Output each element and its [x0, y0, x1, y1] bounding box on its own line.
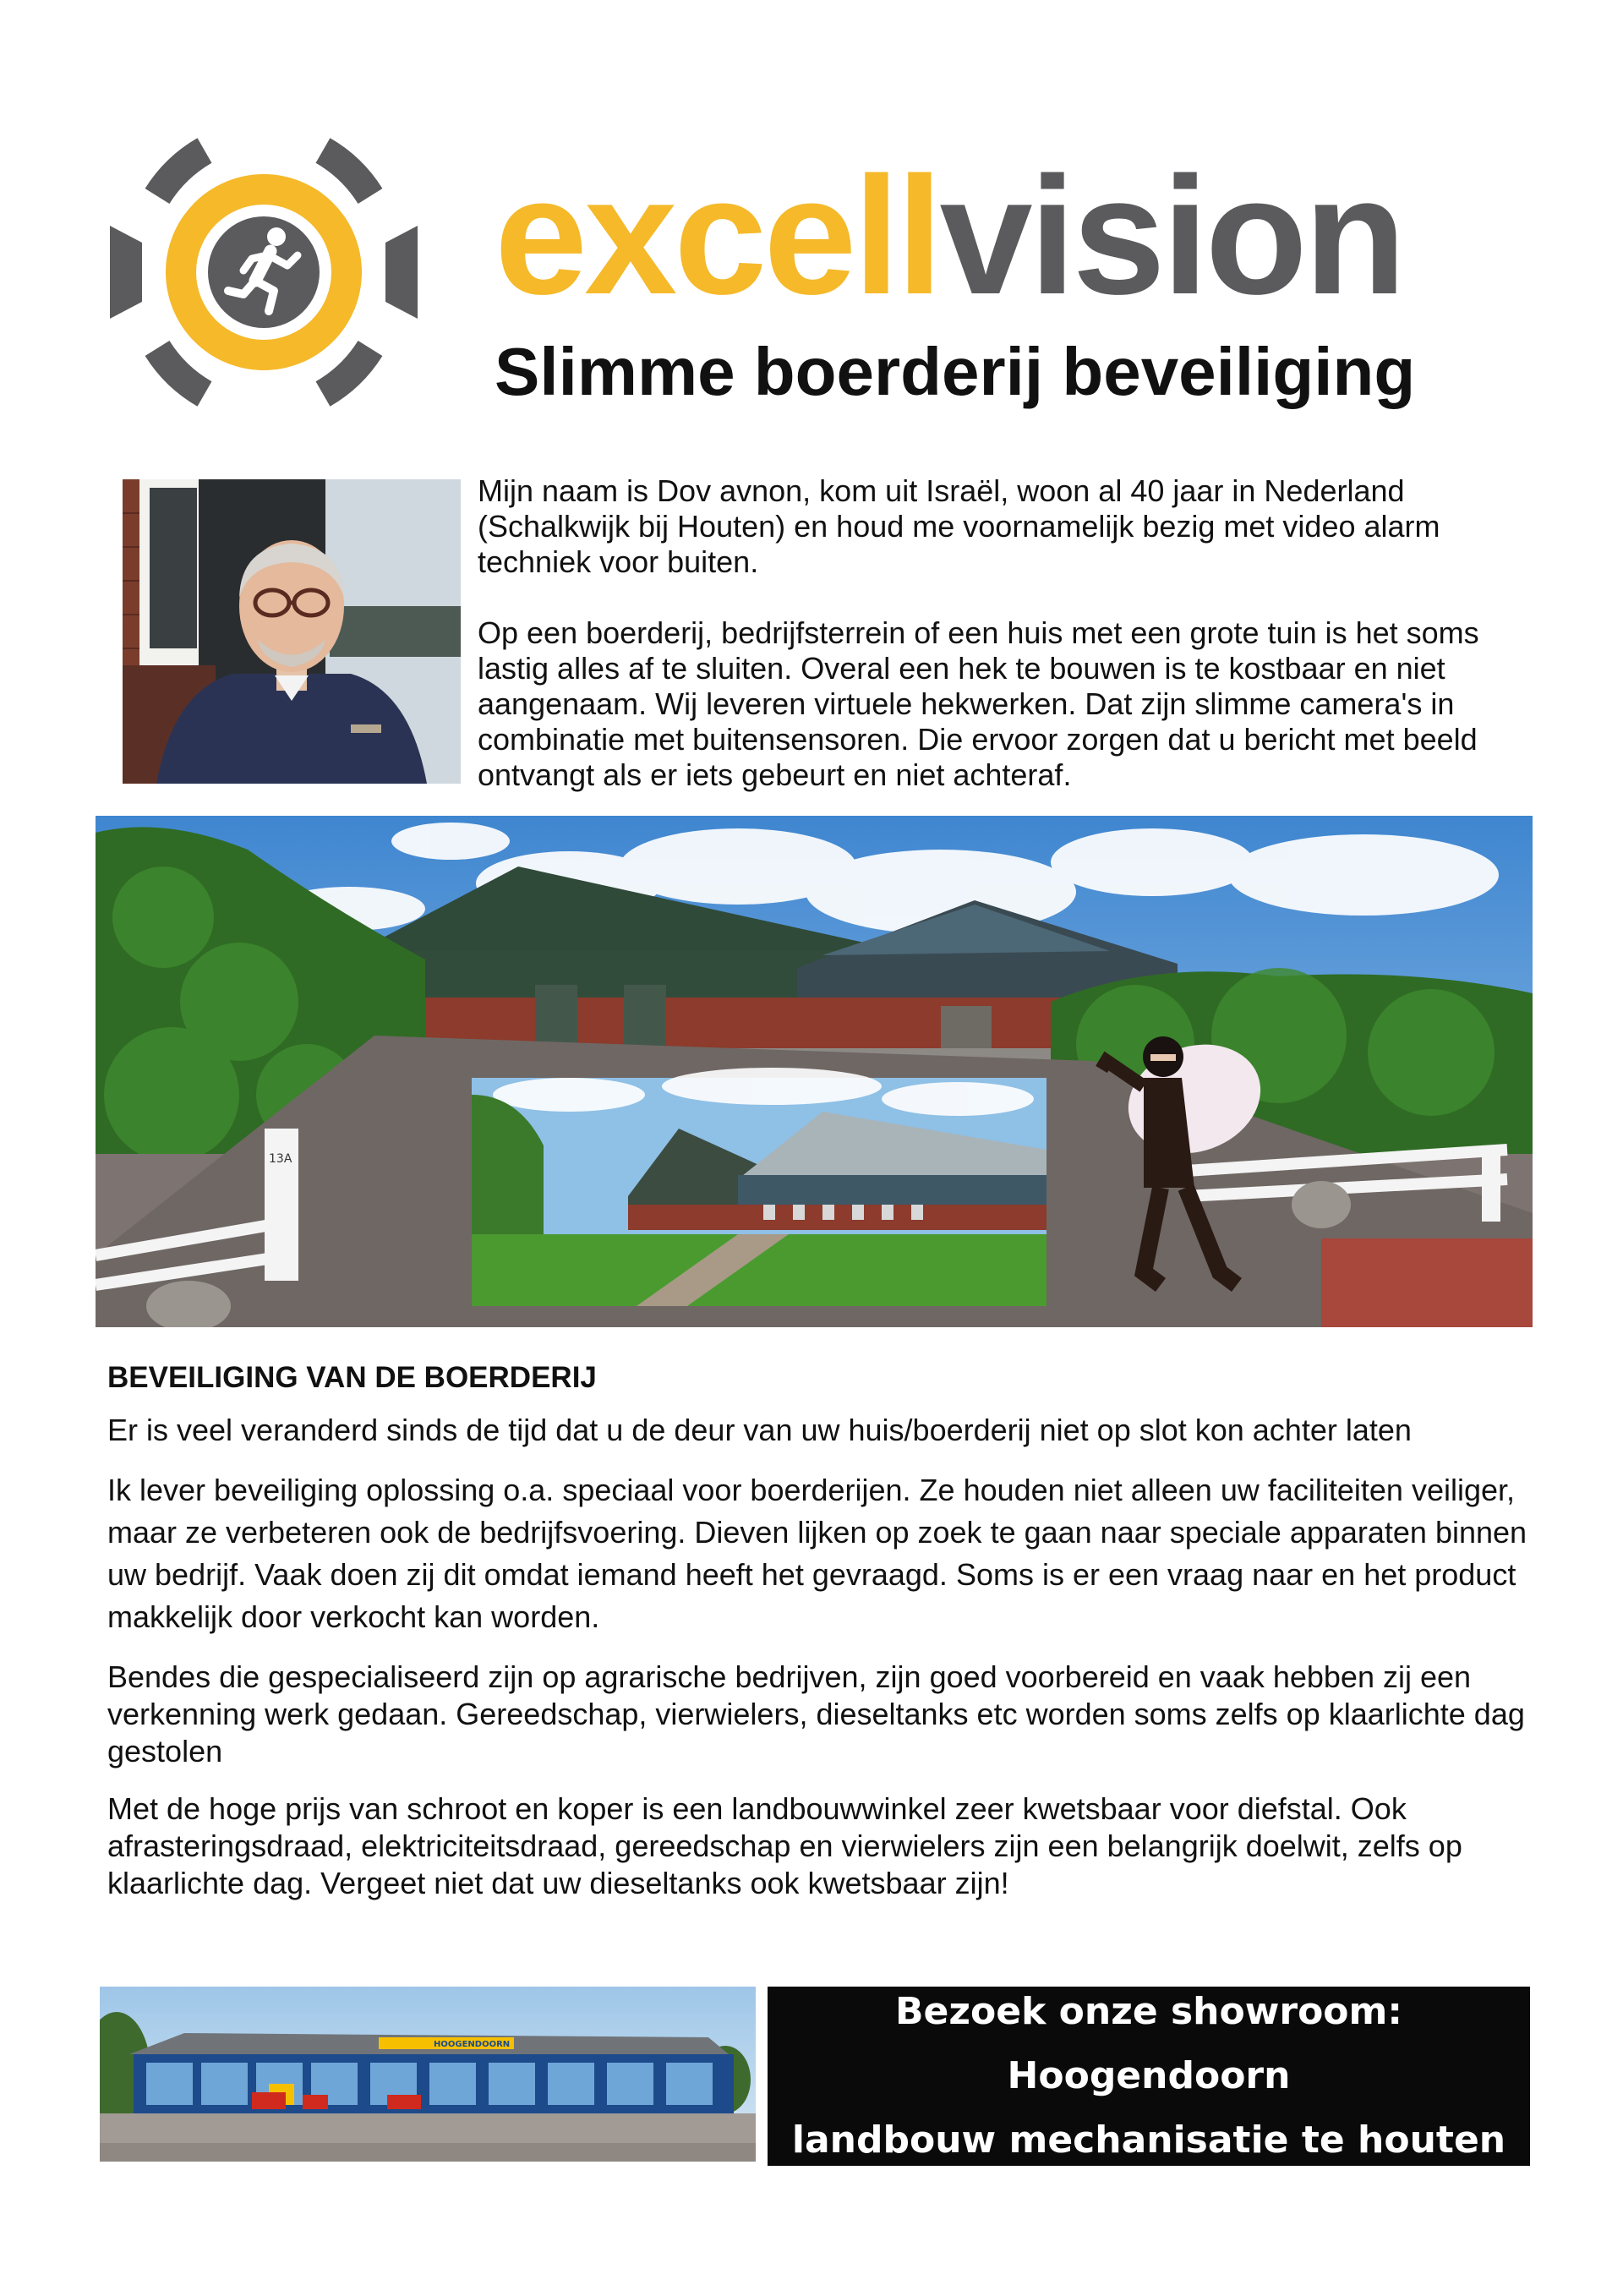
section-heading: BEVEILIGING VAN DE BOERDERIJ: [107, 1361, 597, 1394]
body-paragraph-4: Met de hoge prijs van schroot en koper is een landbouwwinkel zeer kwetsbaar voor diefstal. Ook afrasteringsdraad, elektriciteitsdraad, gereedschap en vierwielers zijn een belangrijk doelwit, zelfs op klaarlichte dag. Vergeet niet dat uw dieseltanks ook kwetsbaar zijn!: [107, 1791, 1462, 1900]
body-paragraph-2: Ik lever beveiliging oplossing o.a. speciaal voor boerderijen. Ze houden niet alleen uw faciliteiten veiliger, maar ze verbeteren ook de bedrijfsvoering. Dieven lijken op zoek te gaan naar speciale apparaten binnen uw bedrijf. Vaak doen zij dit omdat iemand heeft het gevraagd. Soms is er een vraag naar en het product makkelijk door verkocht kan worden.: [107, 1473, 1527, 1634]
brand-name: [495, 142, 1403, 329]
house-number-sign: 13A: [269, 1152, 292, 1166]
intro-text: [478, 473, 1534, 793]
showroom-line-2: landbouw mechanisatie te houten: [791, 2118, 1506, 2162]
farm-inset-photo: [472, 1068, 1046, 1306]
brand-name-excell: excell: [495, 142, 940, 329]
intro-paragraph-1: Mijn naam is Dov avnon, kom uit Israël, woon al 40 jaar in Nederland (Schalkwijk bij Houten) en houd me voornamelijk bezig met video alarm techniek voor buiten.: [478, 473, 1440, 579]
farm-collage-photo: [96, 816, 1533, 1327]
brand-logo-icon: [95, 103, 433, 441]
intro-paragraph-2: Op een boerderij, bedrijfsterrein of een huis met een grote tuin is het soms lastig alles af te sluiten. Overal een hek te bouwen is te kostbaar en niet aangenaam. Wij leveren virtuele hekwerken. Dat zijn slimme camera's in combinatie met buitensensoren. Die ervoor zorgen dat u bericht met beeld ontvangt als er iets gebeurt en niet achteraf.: [478, 615, 1479, 792]
section-body: [107, 1412, 1536, 1922]
portrait-photo: [123, 479, 461, 784]
brand-name-vision: vision: [939, 142, 1403, 329]
showroom-photo: [100, 1987, 756, 2162]
body-paragraph-1: Er is veel veranderd sinds de tijd dat u de deur van uw huis/boerderij niet op slot kon achter laten: [107, 1413, 1412, 1447]
body-paragraph-3: Bendes die gespecialiseerd zijn op agrarische bedrijven, zijn goed voorbereid en vaak hebben zij een verkenning werk gedaan. Gereedschap, vierwielers, dieseltanks etc worden soms zelfs op klaarlichte dag gestolen: [107, 1659, 1525, 1768]
showroom-line-1: Bezoek onze showroom: Hoogendoorn: [895, 1990, 1402, 2097]
showroom-sign-text: HOOGENDOORN: [434, 2040, 511, 2049]
page-title: Slimme boerderij beveiliging: [495, 334, 1416, 409]
showroom-callout: [768, 1987, 1530, 2166]
